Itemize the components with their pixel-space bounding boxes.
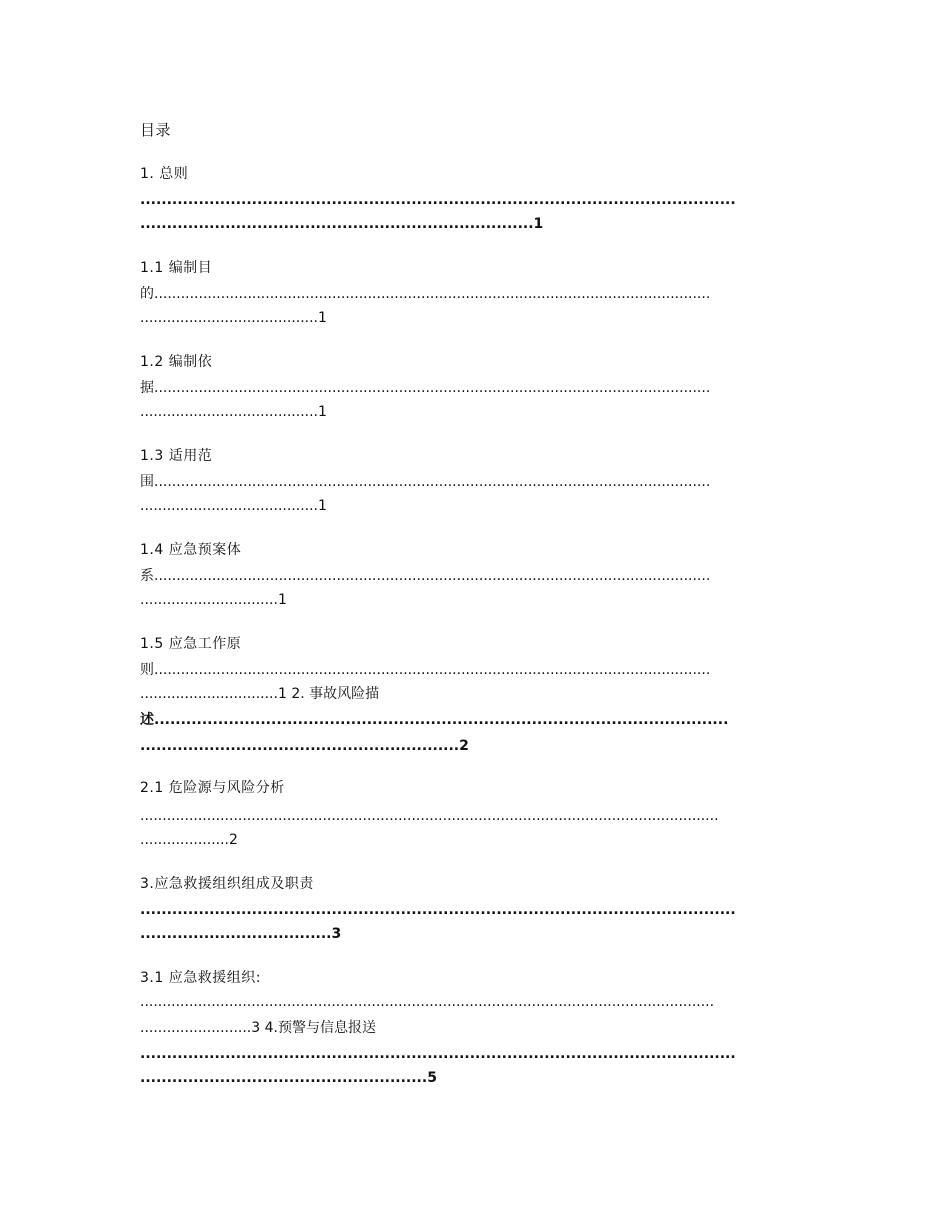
toc-page-number: ........................................1 <box>140 404 327 420</box>
toc-entry-2-1: 2.1 危险源与风险分析 <box>140 780 285 796</box>
toc-entry-1-1: 1.1 编制目 <box>140 260 213 276</box>
toc-page-number: ...............................1 <box>140 592 287 608</box>
toc-leader: 述............................................................................................................ <box>140 712 729 728</box>
toc-entry-1-3: 1.3 适用范 <box>140 448 213 464</box>
toc-leader: ................................................................................................................................. <box>140 994 715 1010</box>
toc-entry-3-1: 3.1 应急救援组织: <box>140 970 261 986</box>
toc-leader: 据............................................................................................................................. <box>140 380 711 396</box>
toc-title: 目录 <box>140 121 172 139</box>
toc-page-number: ........................................1 <box>140 310 327 326</box>
toc-page-number: ..........................................................................1 <box>140 216 544 232</box>
toc-leader: ................................................................................................................ <box>140 1046 736 1062</box>
toc-leader: ................................................................................................................ <box>140 192 736 208</box>
toc-entry-1-2: 1.2 编制依 <box>140 354 213 370</box>
toc-page-number: ......................................................5 <box>140 1070 437 1086</box>
toc-page-number: ....................2 <box>140 832 238 848</box>
toc-entry-4: .........................3 4.预警与信息报送 <box>140 1020 376 1036</box>
toc-entry-2: ...............................1 2. 事故风险描 <box>140 686 380 702</box>
toc-leader: .................................................................................................................................. <box>140 808 719 824</box>
toc-page-number: ....................................3 <box>140 926 342 942</box>
toc-leader: ................................................................................................................ <box>140 902 736 918</box>
toc-entry-1: 1. 总则 <box>140 166 189 182</box>
toc-entry-3: 3.应急救援组织组成及职责 <box>140 876 314 892</box>
toc-page-number: ............................................................2 <box>140 738 469 754</box>
toc-entry-1-5: 1.5 应急工作原 <box>140 636 242 652</box>
toc-page-number: ........................................1 <box>140 498 327 514</box>
toc-leader: 则............................................................................................................................. <box>140 662 711 678</box>
toc-leader: 围............................................................................................................................. <box>140 474 711 490</box>
toc-leader: 的............................................................................................................................. <box>140 286 711 302</box>
toc-entry-1-4: 1.4 应急预案体 <box>140 542 242 558</box>
toc-leader: 系............................................................................................................................. <box>140 568 711 584</box>
